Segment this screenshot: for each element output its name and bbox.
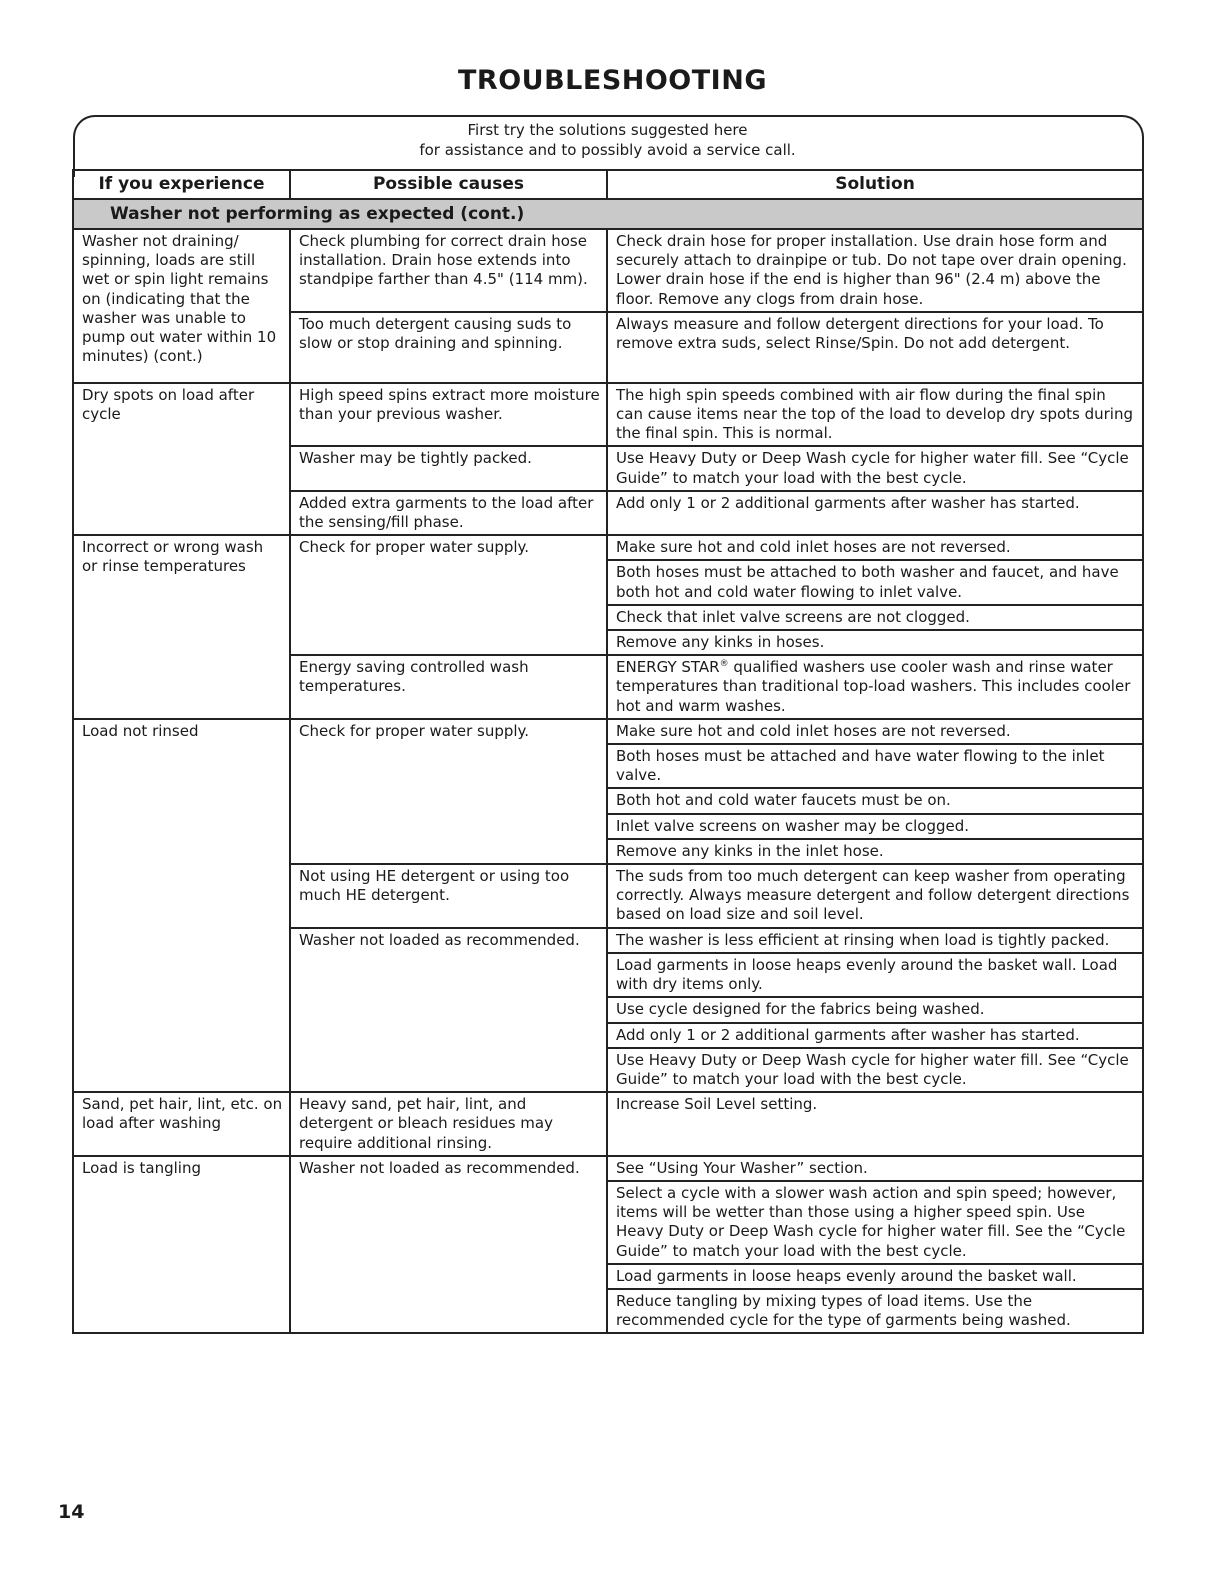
table-row	[73, 1092, 1143, 1156]
cause-cell: Check for proper water supply.	[290, 719, 607, 864]
cause-cell: High speed spins extract more moisture than your previous washer.	[290, 383, 607, 447]
solution-cell: Inlet valve screens on washer may be clogged.	[607, 814, 1143, 839]
solution-cell: Always measure and follow detergent directions for your load. To remove extra suds, select Rinse/Spin. Do not add detergent.	[607, 312, 1143, 383]
cause-cell: Added extra garments to the load after the sensing/fill phase.	[290, 491, 607, 535]
registered-mark: ®	[719, 659, 729, 670]
solution-cell: Use cycle designed for the fabrics being washed.	[607, 997, 1143, 1022]
solution-cell	[607, 655, 1143, 719]
cause-cell: Washer not loaded as recommended.	[290, 928, 607, 1092]
section-title: Washer not performing as expected (cont.)	[73, 199, 1143, 229]
header-row	[73, 170, 1143, 199]
solution-cell: Load garments in loose heaps evenly around the basket wall. Load with dry items only.	[607, 953, 1143, 997]
cause-cell: Washer may be tightly packed.	[290, 446, 607, 490]
table-row	[73, 1156, 1143, 1181]
solution-cell: Add only 1 or 2 additional garments after washer has started.	[607, 1023, 1143, 1048]
experience-cell: Sand, pet hair, lint, etc. on load after washing	[73, 1092, 290, 1156]
solution-cell: Use Heavy Duty or Deep Wash cycle for higher water fill. See “Cycle Guide” to match your load with the best cycle.	[607, 1048, 1143, 1092]
solution-cell: Reduce tangling by mixing types of load items. Use the recommended cycle for the type of garments being washed.	[607, 1289, 1143, 1333]
solution-cell: Select a cycle with a slower wash action and spin speed; however, items will be wetter than those using a higher speed spin. Use Heavy Duty or Deep Wash cycle for higher water fill. See the “Cycle Guide” to match your load with the best cycle.	[607, 1181, 1143, 1264]
intro-text	[73, 120, 1142, 160]
table-row	[73, 535, 1143, 560]
table-row	[73, 383, 1143, 447]
solution-cell: The washer is less efficient at rinsing when load is tightly packed.	[607, 928, 1143, 953]
solution-cell: Both hot and cold water faucets must be on.	[607, 788, 1143, 813]
solution-cell: The high spin speeds combined with air flow during the final spin can cause items near the top of the load to develop dry spots during the final spin. This is normal.	[607, 383, 1143, 447]
cause-cell: Heavy sand, pet hair, lint, and detergent or bleach residues may require additional rinsing.	[290, 1092, 607, 1156]
experience-cell: Load not rinsed	[73, 719, 290, 1092]
solution-cell: The suds from too much detergent can keep washer from operating correctly. Always measure detergent and follow detergent directions based on load size and soil level.	[607, 864, 1143, 928]
energy-star-rest: qualified washers use cooler wash and rinse water temperatures than traditional top-load washers. This includes cooler hot and warm washes.	[616, 658, 1131, 715]
section-row	[73, 199, 1143, 229]
experience-cell: Incorrect or wrong wash or rinse temperatures	[73, 535, 290, 719]
solution-cell: See “Using Your Washer” section.	[607, 1156, 1143, 1181]
cause-cell: Not using HE detergent or using too much HE detergent.	[290, 864, 607, 928]
solution-cell: Both hoses must be attached and have water flowing to the inlet valve.	[607, 744, 1143, 788]
solution-cell: Check that inlet valve screens are not clogged.	[607, 605, 1143, 630]
cause-cell: Washer not loaded as recommended.	[290, 1156, 607, 1334]
solution-cell: Make sure hot and cold inlet hoses are not reversed.	[607, 535, 1143, 560]
solution-cell: Increase Soil Level setting.	[607, 1092, 1143, 1156]
solution-cell: Load garments in loose heaps evenly around the basket wall.	[607, 1264, 1143, 1289]
cause-cell: Energy saving controlled wash temperatures.	[290, 655, 607, 719]
energy-star-text: ENERGY STAR	[616, 658, 720, 677]
intro-line-1: First try the solutions suggested here	[467, 121, 748, 139]
header-causes: Possible causes	[290, 170, 607, 199]
experience-cell: Load is tangling	[73, 1156, 290, 1334]
solution-cell: Remove any kinks in the inlet hose.	[607, 839, 1143, 864]
cause-cell: Check plumbing for correct drain hose installation. Drain hose extends into standpipe farther than 4.5" (114 mm).	[290, 229, 607, 312]
solution-cell: Both hoses must be attached to both washer and faucet, and have both hot and cold water flowing to inlet valve.	[607, 560, 1143, 604]
cause-cell: Check for proper water supply.	[290, 535, 607, 655]
header-experience: If you experience	[73, 170, 290, 199]
solution-cell: Make sure hot and cold inlet hoses are not reversed.	[607, 719, 1143, 744]
page-title: TROUBLESHOOTING	[458, 65, 767, 96]
experience-cell: Washer not draining/ spinning, loads are still wet or spin light remains on (indicating that the washer was unable to pump out water within 10 minutes) (cont.)	[73, 229, 290, 383]
solution-cell: Use Heavy Duty or Deep Wash cycle for higher water fill. See “Cycle Guide” to match your load with the best cycle.	[607, 446, 1143, 490]
table-row	[73, 229, 1143, 312]
solution-cell: Add only 1 or 2 additional garments after washer has started.	[607, 491, 1143, 535]
cause-cell: Too much detergent causing suds to slow or stop draining and spinning.	[290, 312, 607, 383]
solution-cell: Remove any kinks in hoses.	[607, 630, 1143, 655]
troubleshooting-table	[72, 169, 1144, 1334]
table-row	[73, 719, 1143, 744]
header-solution: Solution	[607, 170, 1143, 199]
page-number: 14	[58, 1501, 85, 1523]
experience-cell: Dry spots on load after cycle	[73, 383, 290, 535]
solution-cell: Check drain hose for proper installation. Use drain hose form and securely attach to drainpipe or tub. Do not tape over drain opening. Lower drain hose if the end is higher than 96" (2.4 m) above the floor. Remove any clogs from drain hose.	[607, 229, 1143, 312]
intro-line-2: for assistance and to possibly avoid a service call.	[419, 141, 796, 159]
